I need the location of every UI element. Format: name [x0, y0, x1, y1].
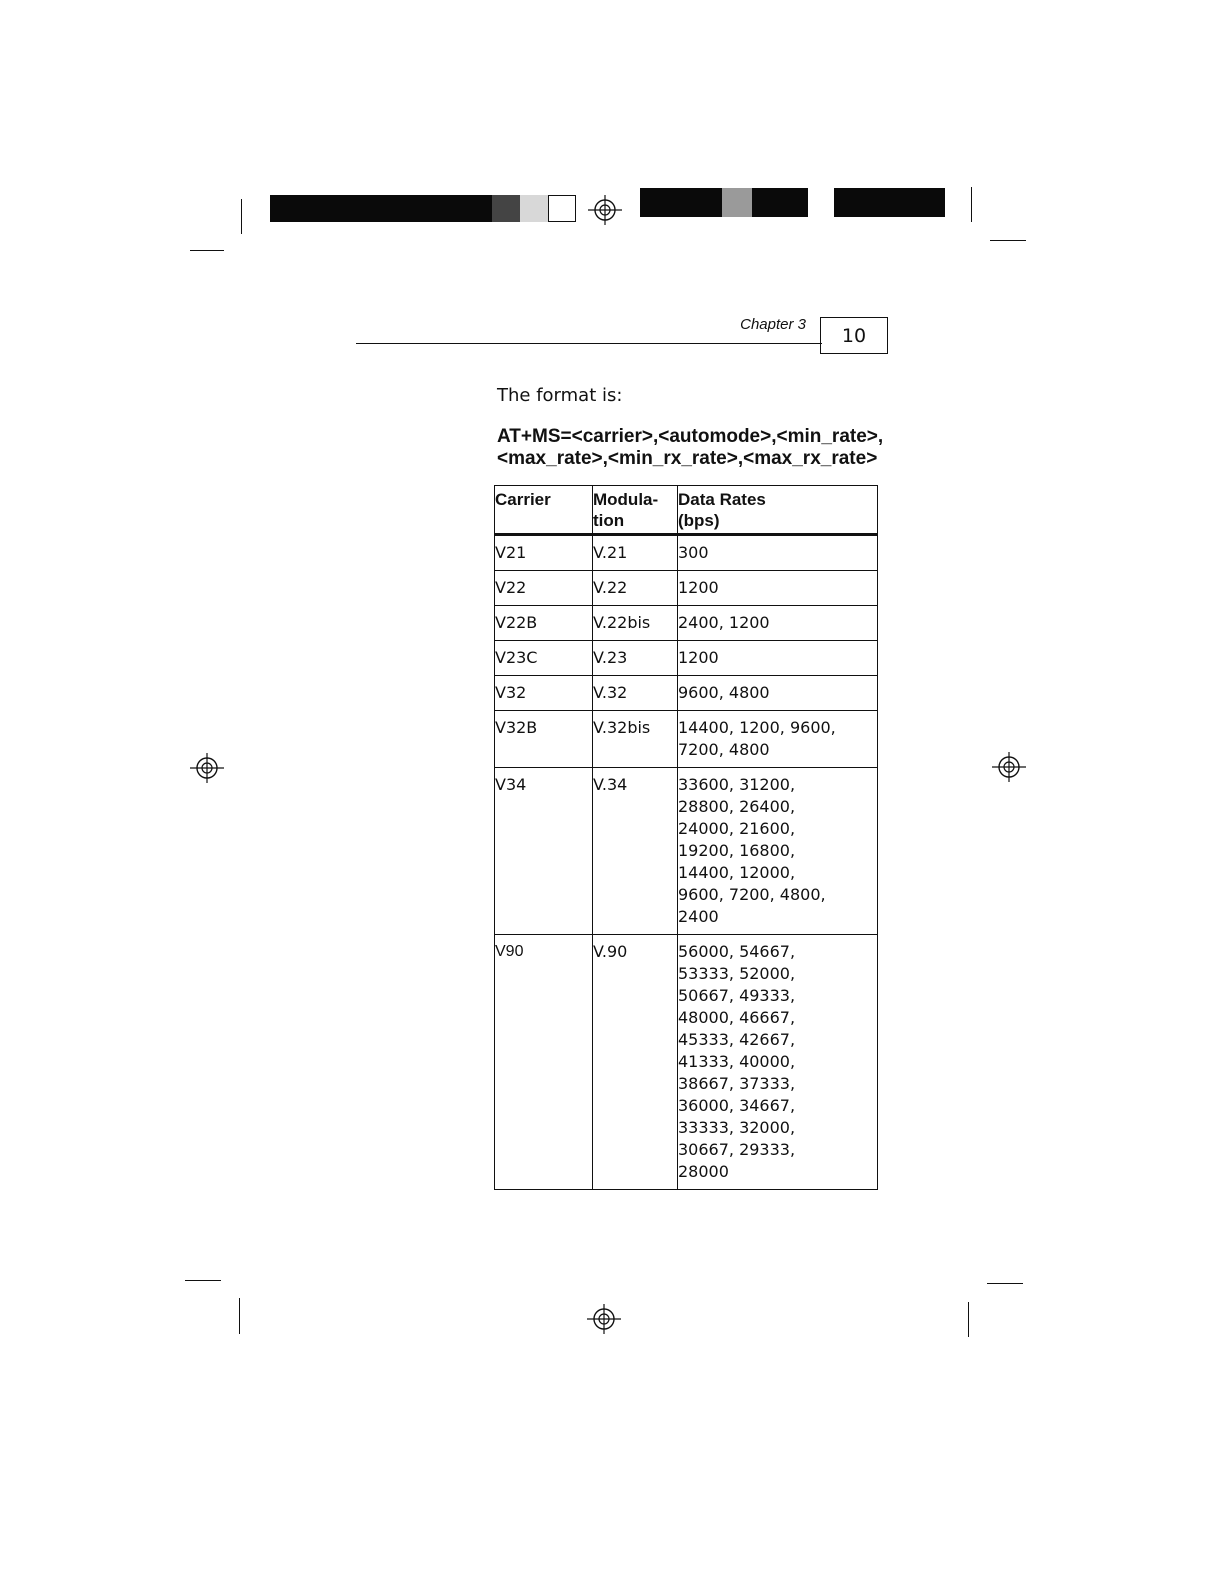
cell-data-rates: [678, 711, 878, 768]
light-patch: [520, 195, 548, 222]
rate-line: 50667, 49333,: [678, 986, 796, 1005]
rate-line: 14400, 1200, 9600,: [678, 718, 836, 737]
cell-carrier: V23C: [495, 641, 593, 676]
rate-line: 1200: [678, 648, 719, 667]
table-row: [495, 676, 878, 711]
cell-data-rates: [678, 676, 878, 711]
rate-line: 9600, 4800: [678, 683, 770, 702]
rate-line: 1200: [678, 578, 719, 597]
command-syntax: [497, 426, 917, 470]
rate-line: 45333, 42667,: [678, 1030, 796, 1049]
carrier-rates-table: [494, 485, 878, 1190]
rate-line: 30667, 29333,: [678, 1140, 796, 1159]
rate-line: 56000, 54667,: [678, 942, 796, 961]
cell-carrier: V90: [495, 935, 593, 1190]
cell-modulation: V.21: [593, 535, 678, 571]
crop-mark-bottom-left: [239, 1298, 240, 1334]
command-line-2: <max_rate>,<min_rx_rate>,<max_rx_rate>: [497, 448, 878, 469]
cell-carrier: V21: [495, 535, 593, 571]
cell-carrier: V34: [495, 768, 593, 935]
rate-line: 7200, 4800: [678, 740, 770, 759]
rate-line: 14400, 12000,: [678, 863, 796, 882]
gray-patch: [492, 195, 520, 222]
rate-line: 28000: [678, 1162, 729, 1181]
header-carrier: Carrier: [495, 486, 593, 535]
table-header-row: [495, 486, 878, 535]
crop-mark-bottom-left-h: [185, 1280, 221, 1281]
crop-mark-top-right-h: [990, 240, 1026, 241]
rate-line: 19200, 16800,: [678, 841, 796, 860]
registration-bar-mid: [752, 188, 808, 217]
table-row: [495, 711, 878, 768]
cell-modulation: V.34: [593, 768, 678, 935]
rate-line: 53333, 52000,: [678, 964, 796, 983]
table-row: [495, 641, 878, 676]
cell-data-rates: [678, 606, 878, 641]
header-data-rates: [678, 486, 878, 535]
registration-bar-right: [640, 188, 722, 217]
rate-line: 38667, 37333,: [678, 1074, 796, 1093]
rate-line: 28800, 26400,: [678, 797, 796, 816]
header-modulation: [593, 486, 678, 535]
crop-mark-top-left-h: [190, 250, 224, 251]
cell-modulation: V.32: [593, 676, 678, 711]
page-number: 10: [820, 317, 888, 354]
cell-data-rates: [678, 535, 878, 571]
registration-target-bottom-icon: [587, 1302, 621, 1336]
crop-mark-bottom-right-h: [987, 1283, 1023, 1284]
header-rates-line1: Data Rates: [678, 490, 766, 509]
chapter-label: Chapter 3: [740, 316, 806, 333]
rate-line: 41333, 40000,: [678, 1052, 796, 1071]
cell-data-rates: [678, 571, 878, 606]
registration-target-left-icon: [190, 751, 224, 785]
cell-carrier: V32B: [495, 711, 593, 768]
header-rule: [356, 343, 822, 344]
cell-data-rates: [678, 768, 878, 935]
cell-data-rates: [678, 935, 878, 1190]
cell-carrier: V32: [495, 676, 593, 711]
cell-carrier: V22B: [495, 606, 593, 641]
table-row: [495, 935, 878, 1190]
header-modulation-line1: Modula-: [593, 490, 659, 509]
crop-mark-bottom-right: [968, 1302, 969, 1337]
white-patch: [548, 195, 576, 222]
rate-line: 9600, 7200, 4800,: [678, 885, 826, 904]
rate-line: 33333, 32000,: [678, 1118, 796, 1137]
table-row: [495, 606, 878, 641]
registration-target-top-icon: [588, 193, 622, 227]
intro-text: The format is:: [497, 385, 623, 406]
rate-line: 36000, 34667,: [678, 1096, 796, 1115]
registration-bar-left: [270, 195, 492, 222]
cell-modulation: V.22: [593, 571, 678, 606]
table-row: [495, 571, 878, 606]
command-line-1: AT+MS=<carrier>,<automode>,<min_rate>,: [497, 426, 884, 447]
cell-modulation: V.90: [593, 935, 678, 1190]
rate-line: 48000, 46667,: [678, 1008, 796, 1027]
header-rates-line2: (bps): [678, 511, 720, 530]
rate-line: 2400: [678, 907, 719, 926]
rate-line: 300: [678, 543, 709, 562]
rate-line: 24000, 21600,: [678, 819, 796, 838]
cell-modulation: V.32bis: [593, 711, 678, 768]
table-row: [495, 768, 878, 935]
header-modulation-line2: tion: [593, 511, 625, 530]
rate-line: 33600, 31200,: [678, 775, 796, 794]
gray-patch-right: [722, 188, 752, 217]
cell-modulation: V.22bis: [593, 606, 678, 641]
cell-data-rates: [678, 641, 878, 676]
registration-bar-far: [834, 188, 945, 217]
table-row: [495, 535, 878, 571]
crop-mark-top-left: [241, 199, 242, 234]
cell-modulation: V.23: [593, 641, 678, 676]
cell-carrier: V22: [495, 571, 593, 606]
crop-mark-top-right: [971, 187, 972, 222]
rate-line: 2400, 1200: [678, 613, 770, 632]
registration-target-right-icon: [992, 750, 1026, 784]
